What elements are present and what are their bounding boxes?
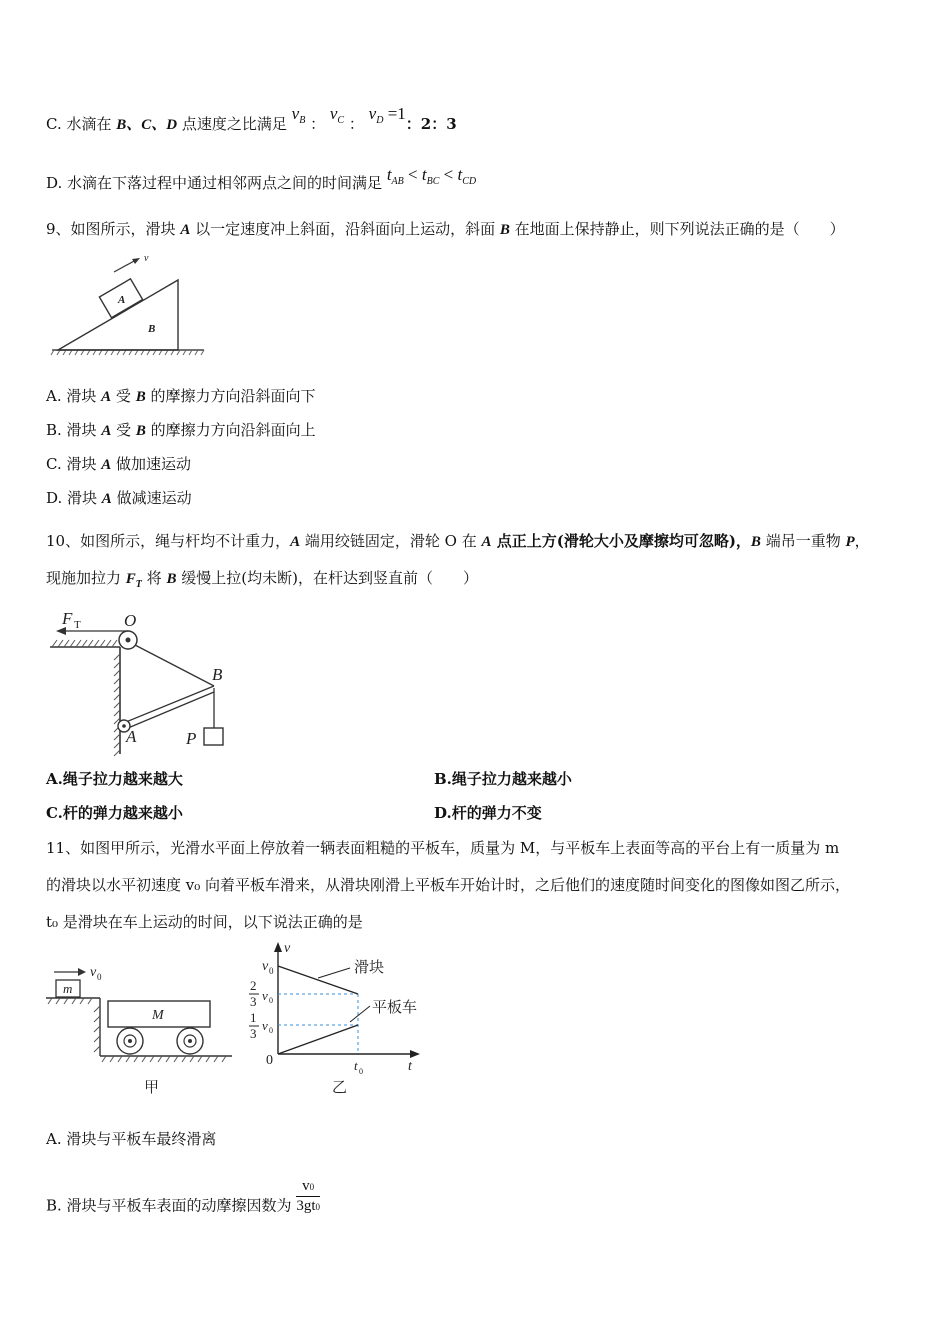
- q11-graph-one: 1: [250, 1010, 257, 1025]
- q10-label-ft: F: [62, 609, 73, 628]
- q11-graph-three-a: 3: [250, 994, 257, 1009]
- q10-label-o: O: [124, 611, 137, 630]
- q11-graph-v0-two: v: [262, 988, 268, 1003]
- q11-graph-v0: v: [262, 959, 269, 974]
- q11-graph-three-b: 3: [250, 1026, 257, 1041]
- q9-label-b: B: [148, 323, 156, 335]
- q11-option-a: A. 滑块与平板车最终滑离: [46, 1130, 217, 1148]
- q10-stem-line2: 现施加拉力 $F_T$ 将 B 缓慢上拉(均未断)，在杆达到竖直前（ ）: [46, 569, 478, 590]
- q11-graph-v: v: [284, 941, 291, 956]
- q11-vt-graph: [244, 940, 434, 1100]
- time-inequality: $t_{AB} < t_{BC} < t_{CD}$: [386, 165, 477, 187]
- q11-graph-v0-sub: 0: [269, 966, 274, 976]
- q11-graph-t0-sub: 0: [359, 1067, 363, 1076]
- q11-label-big-m: M: [152, 1008, 164, 1023]
- q11-label-v0-sub: 0: [97, 972, 102, 982]
- q11-graph-v0-one-sub: 0: [269, 1026, 273, 1035]
- q10-pulley-figure: [44, 602, 244, 762]
- q11-graph-t0: t: [354, 1058, 358, 1073]
- q10-option-d: D.杆的弹力不变: [434, 804, 542, 822]
- q9-option-d: D. 滑块 A 做减速运动: [46, 489, 192, 507]
- q9-stem: 9、如图所示，滑块 A 以一定速度冲上斜面，沿斜面向上运动，斜面 B 在地面上保持静止，则下列说法正确的是（ ）: [46, 220, 845, 238]
- q11-label-v0: v: [90, 965, 97, 980]
- q10-option-a: A.绳子拉力越来越大: [46, 770, 183, 788]
- q10-label-b: B: [212, 665, 223, 684]
- q11-label-yi: 乙: [332, 1080, 348, 1096]
- q11-stem-line3: t₀ 是滑块在车上运动的时间，以下说法正确的是: [46, 913, 363, 931]
- q11-graph-two: 2: [250, 978, 257, 993]
- q8-option-c: C. 水滴在 B、C、D 点速度之比满足 $v_B$ ： $v_C$ ： $v_D =1$：2：3: [46, 104, 457, 133]
- q9-option-a: A. 滑块 A 受 B 的摩擦力方向沿斜面向下: [46, 387, 316, 405]
- q9-label-a: A: [118, 294, 126, 306]
- velocity-c: $v_C$: [329, 104, 345, 126]
- q11-label-jia: 甲: [144, 1080, 160, 1096]
- q11-stem-line2: 的滑块以水平初速度 v₀ 向着平板车滑来，从滑块刚滑上平板车开始计时，之后他们的速度随时间变化的图像如图乙所示，: [46, 876, 851, 894]
- q11-stem-line1: 11、如图甲所示，光滑水平面上停放着一辆表面粗糙的平板车，质量为 M，与平板车上表面等高的平台上有一质量为 m: [46, 839, 840, 857]
- q10-option-b: B.绳子拉力越来越小: [434, 770, 572, 788]
- q11-option-b: B. 滑块与平板车表面的动摩擦因数为 $\frac{v0}{3gt0}$: [46, 1178, 321, 1215]
- q10-label-ft-sub: T: [74, 619, 81, 631]
- q10-stem-line1: 10、如图所示，绳与杆均不计重力，A 端用绞链固定，滑轮 O 在 A 点正上方(滑轮大小及摩擦均可忽略)，B 端吊一重物 P，: [46, 532, 870, 550]
- q11-graph-slider-label: 滑块: [354, 960, 385, 976]
- q9-incline-figure: [46, 252, 208, 358]
- q11-graph-cart-label: 平板车: [372, 1000, 418, 1016]
- q9-option-b: B. 滑块 A 受 B 的摩擦力方向沿斜面向上: [46, 421, 316, 439]
- velocity-d: $v_D =1$: [368, 104, 406, 126]
- q11-label-m: m: [63, 981, 73, 996]
- q11-cart-figure: [44, 956, 236, 1100]
- friction-coefficient-fraction: $\frac{v0}{3gt0}$: [296, 1178, 321, 1214]
- q9-option-c: C. 滑块 A 做加速运动: [46, 455, 192, 473]
- q10-label-a: A: [126, 727, 137, 746]
- q10-label-p: P: [186, 729, 197, 748]
- q11-graph-origin: 0: [266, 1053, 273, 1068]
- q11-graph-v0-two-sub: 0: [269, 996, 273, 1005]
- q8-option-d: D. 水滴在下落过程中通过相邻两点之间的时间满足 $t_{AB} < t_{BC} < t_{CD}$: [46, 165, 477, 192]
- q11-graph-v0-one: v: [262, 1018, 268, 1033]
- q11-graph-t: t: [408, 1059, 412, 1074]
- velocity-b: $v_B$: [291, 104, 306, 126]
- q10-option-c: C.杆的弹力越来越小: [46, 804, 183, 822]
- q9-label-v: v: [144, 253, 149, 264]
